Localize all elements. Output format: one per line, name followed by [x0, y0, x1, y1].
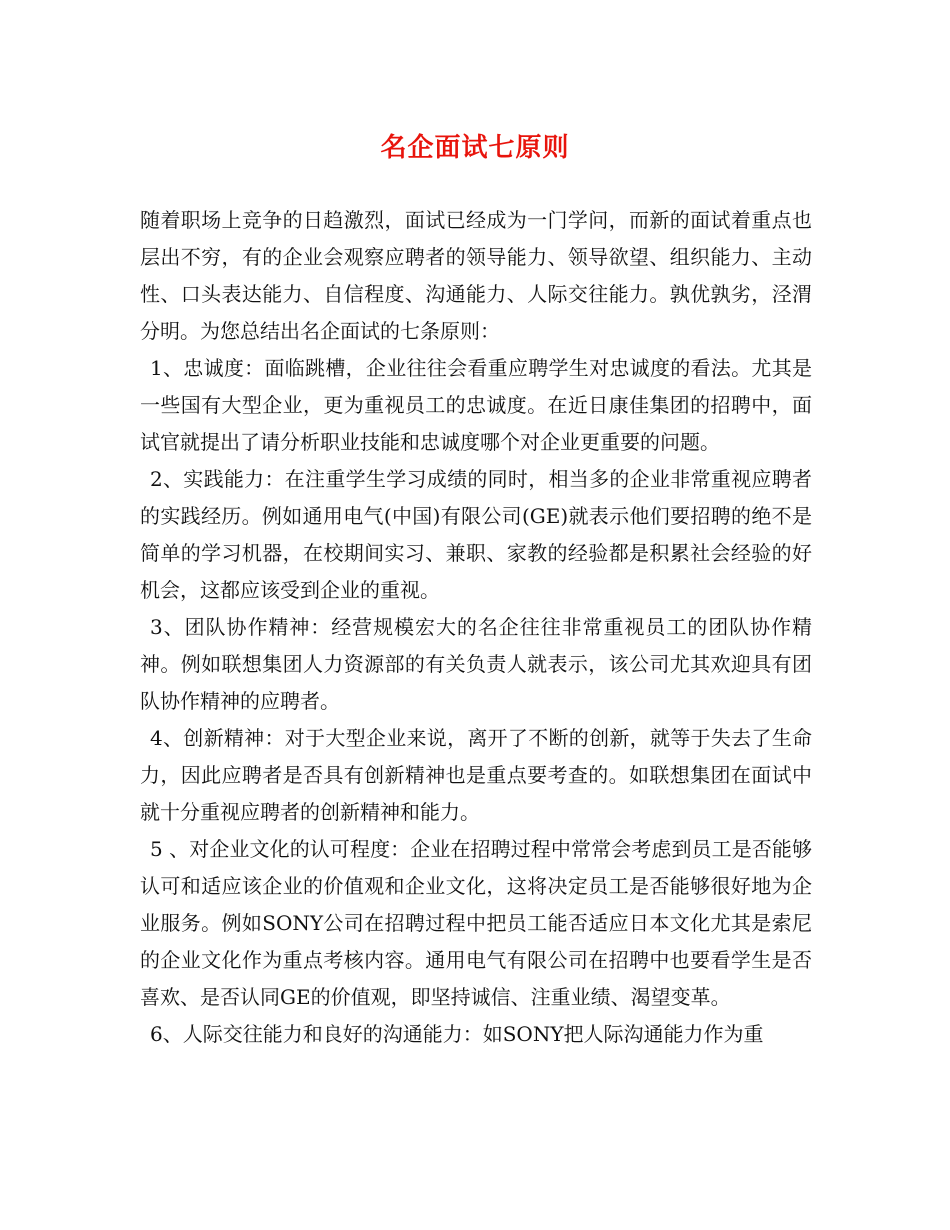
principle-2-paragraph: 2、实践能力：在注重学生学习成绩的同时，相当多的企业非常重视应聘者的实践经历。例如通用电气(中国)有限公司(GE)就表示他们要招聘的绝不是简单的学习机器，在校期间实习、兼职、家教的经验都是积累社会经验的好机会，这都应该受到企业的重视。	[140, 467, 812, 602]
principle-4-paragraph: 4、创新精神：对于大型企业来说，离开了不断的创新，就等于失去了生命力，因此应聘者是否具有创新精神也是重点要考查的。如联想集团在面试中就十分重视应聘者的创新精神和能力。	[140, 726, 812, 824]
principle-6-paragraph: 6、人际交往能力和良好的沟通能力：如SONY把人际沟通能力作为重	[150, 1022, 764, 1046]
intro-paragraph: 随着职场上竞争的日趋激烈，面试已经成为一门学问，而新的面试着重点也层出不穷，有的企业会观察应聘者的领导能力、领导欲望、组织能力、主动性、口头表达能力、自信程度、沟通能力、人际交往能力。孰优孰劣，泾渭分明。为您总结出名企面试的七条原则：	[140, 208, 812, 343]
principle-5-paragraph: 5 、对企业文化的认可程度：企业在招聘过程中常常会考虑到员工是否能够认可和适应该企业的价值观和企业文化，这将决定员工是否能够很好地为企业服务。例如SONY公司在招聘过程中把员工能否适应日本文化尤其是索尼的企业文化作为重点考核内容。通用电气有限公司在招聘中也要看学生是否喜欢、是否认同GE的价值观，即坚持诚信、注重业绩、渴望变革。	[140, 837, 812, 1009]
principle-3-paragraph: 3、团队协作精神：经营规模宏大的名企往往非常重视员工的团队协作精神。例如联想集团人力资源部的有关负责人就表示，该公司尤其欢迎具有团队协作精神的应聘者。	[140, 615, 812, 713]
principle-1-paragraph: 1、忠诚度：面临跳槽，企业往往会看重应聘学生对忠诚度的看法。尤其是一些国有大型企业，更为重视员工的忠诚度。在近日康佳集团的招聘中，面试官就提出了请分析职业技能和忠诚度哪个对企业更重要的问题。	[140, 356, 812, 454]
document-title: 名企面试七原则	[380, 133, 570, 163]
document-body	[140, 202, 812, 1053]
